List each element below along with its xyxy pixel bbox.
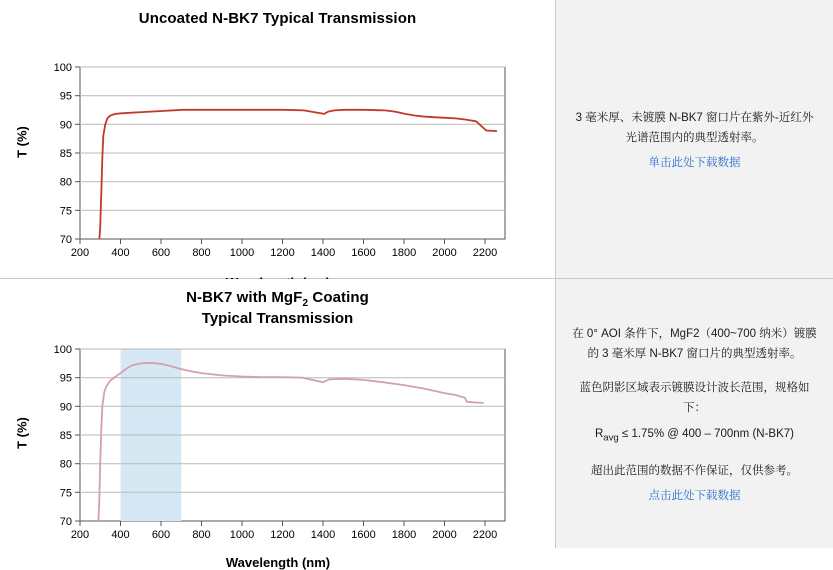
svg-text:200: 200	[70, 247, 90, 257]
svg-text:200: 200	[70, 529, 90, 539]
svg-text:85: 85	[59, 148, 72, 160]
mgf2-description-cell	[556, 279, 833, 548]
uncoated-section	[0, 0, 833, 279]
mgf2-download-link[interactable]: 点击此处下载数据	[648, 490, 741, 503]
mgf2-plot-wrap	[0, 327, 556, 570]
svg-text:100: 100	[53, 344, 72, 356]
svg-text:80: 80	[59, 458, 72, 471]
svg-text:800: 800	[192, 247, 211, 257]
svg-text:1400: 1400	[310, 529, 336, 539]
svg-text:70: 70	[59, 234, 72, 246]
uncoated-description-cell	[556, 0, 833, 278]
svg-text:400: 400	[111, 247, 130, 257]
svg-text:2200: 2200	[472, 529, 498, 539]
spec-rest: ≤ 1.75% @ 400 – 700nm (N-BK7)	[618, 428, 794, 441]
svg-text:1000: 1000	[229, 529, 255, 539]
mgf2-description-text-3: 超出此范围的数据不作保证，仅供参考。	[591, 465, 798, 478]
uncoated-plot	[0, 27, 556, 257]
svg-text:80: 80	[59, 176, 72, 189]
svg-text:1800: 1800	[391, 247, 417, 257]
mgf2-description-block	[570, 324, 819, 504]
svg-text:2000: 2000	[432, 247, 457, 257]
mgf2-plot	[0, 327, 556, 539]
mgf2-spec-line	[570, 424, 819, 447]
uncoated-description-block	[570, 108, 819, 170]
mgf2-title-subscript: 2	[302, 298, 309, 309]
spec-prefix: R	[594, 428, 604, 441]
svg-text:70: 70	[59, 516, 72, 528]
spec-subscript: avg	[603, 432, 619, 444]
mgf2-title-part2: Coating	[308, 289, 369, 306]
uncoated-plot-wrap	[0, 27, 556, 257]
svg-text:75: 75	[59, 205, 72, 218]
uncoated-y-axis-label: T (%)	[14, 126, 30, 158]
mgf2-chart-title-line2: Typical Transmission	[201, 310, 354, 327]
svg-text:400: 400	[111, 529, 130, 539]
mgf2-x-axis-label: Wavelength (nm)	[225, 555, 331, 570]
mgf2-y-axis-label: T (%)	[14, 417, 30, 449]
svg-text:90: 90	[59, 119, 72, 132]
svg-text:85: 85	[59, 430, 72, 442]
svg-text:1800: 1800	[391, 529, 417, 539]
uncoated-chart-title: Uncoated N-BK7 Typical Transmission	[138, 10, 417, 27]
uncoated-description-text: 3 毫米厚、未镀膜 N-BK7 窗口片在紫外-近红外光谱范围内的典型透射率。	[575, 111, 814, 144]
mgf2-description-text-2: 蓝色阴影区域表示镀膜设计波长范围，规格如下：	[579, 381, 810, 415]
svg-text:800: 800	[192, 529, 211, 539]
svg-text:1200: 1200	[270, 247, 295, 257]
mgf2-title-part1: N-BK7 with MgF	[186, 289, 303, 306]
svg-text:2200: 2200	[472, 247, 498, 257]
mgf2-chart-cell	[0, 279, 556, 570]
uncoated-download-link[interactable]: 单击此处下载数据	[648, 157, 741, 170]
svg-text:600: 600	[151, 247, 171, 257]
svg-text:95: 95	[59, 90, 72, 103]
svg-text:1600: 1600	[351, 529, 376, 539]
uncoated-chart-cell	[0, 0, 556, 278]
svg-text:1600: 1600	[351, 247, 376, 257]
mgf2-section	[0, 279, 833, 570]
svg-text:1400: 1400	[310, 247, 336, 257]
svg-text:1000: 1000	[229, 247, 255, 257]
svg-text:100: 100	[53, 62, 72, 74]
svg-text:600: 600	[151, 529, 171, 539]
svg-text:2000: 2000	[432, 529, 457, 539]
desc-spacer-2	[570, 453, 819, 461]
mgf2-chart-title	[0, 279, 555, 309]
desc-spacer-1	[570, 370, 819, 378]
svg-text:1200: 1200	[270, 529, 295, 539]
svg-text:90: 90	[59, 401, 72, 414]
svg-text:95: 95	[59, 372, 72, 385]
svg-text:75: 75	[59, 487, 72, 500]
mgf2-description-text-1: 在 0° AOI 条件下，MgF2（400~700 纳米）镀膜的 3 毫米厚 N-BK7 窗口片的典型透射率。	[572, 327, 817, 360]
